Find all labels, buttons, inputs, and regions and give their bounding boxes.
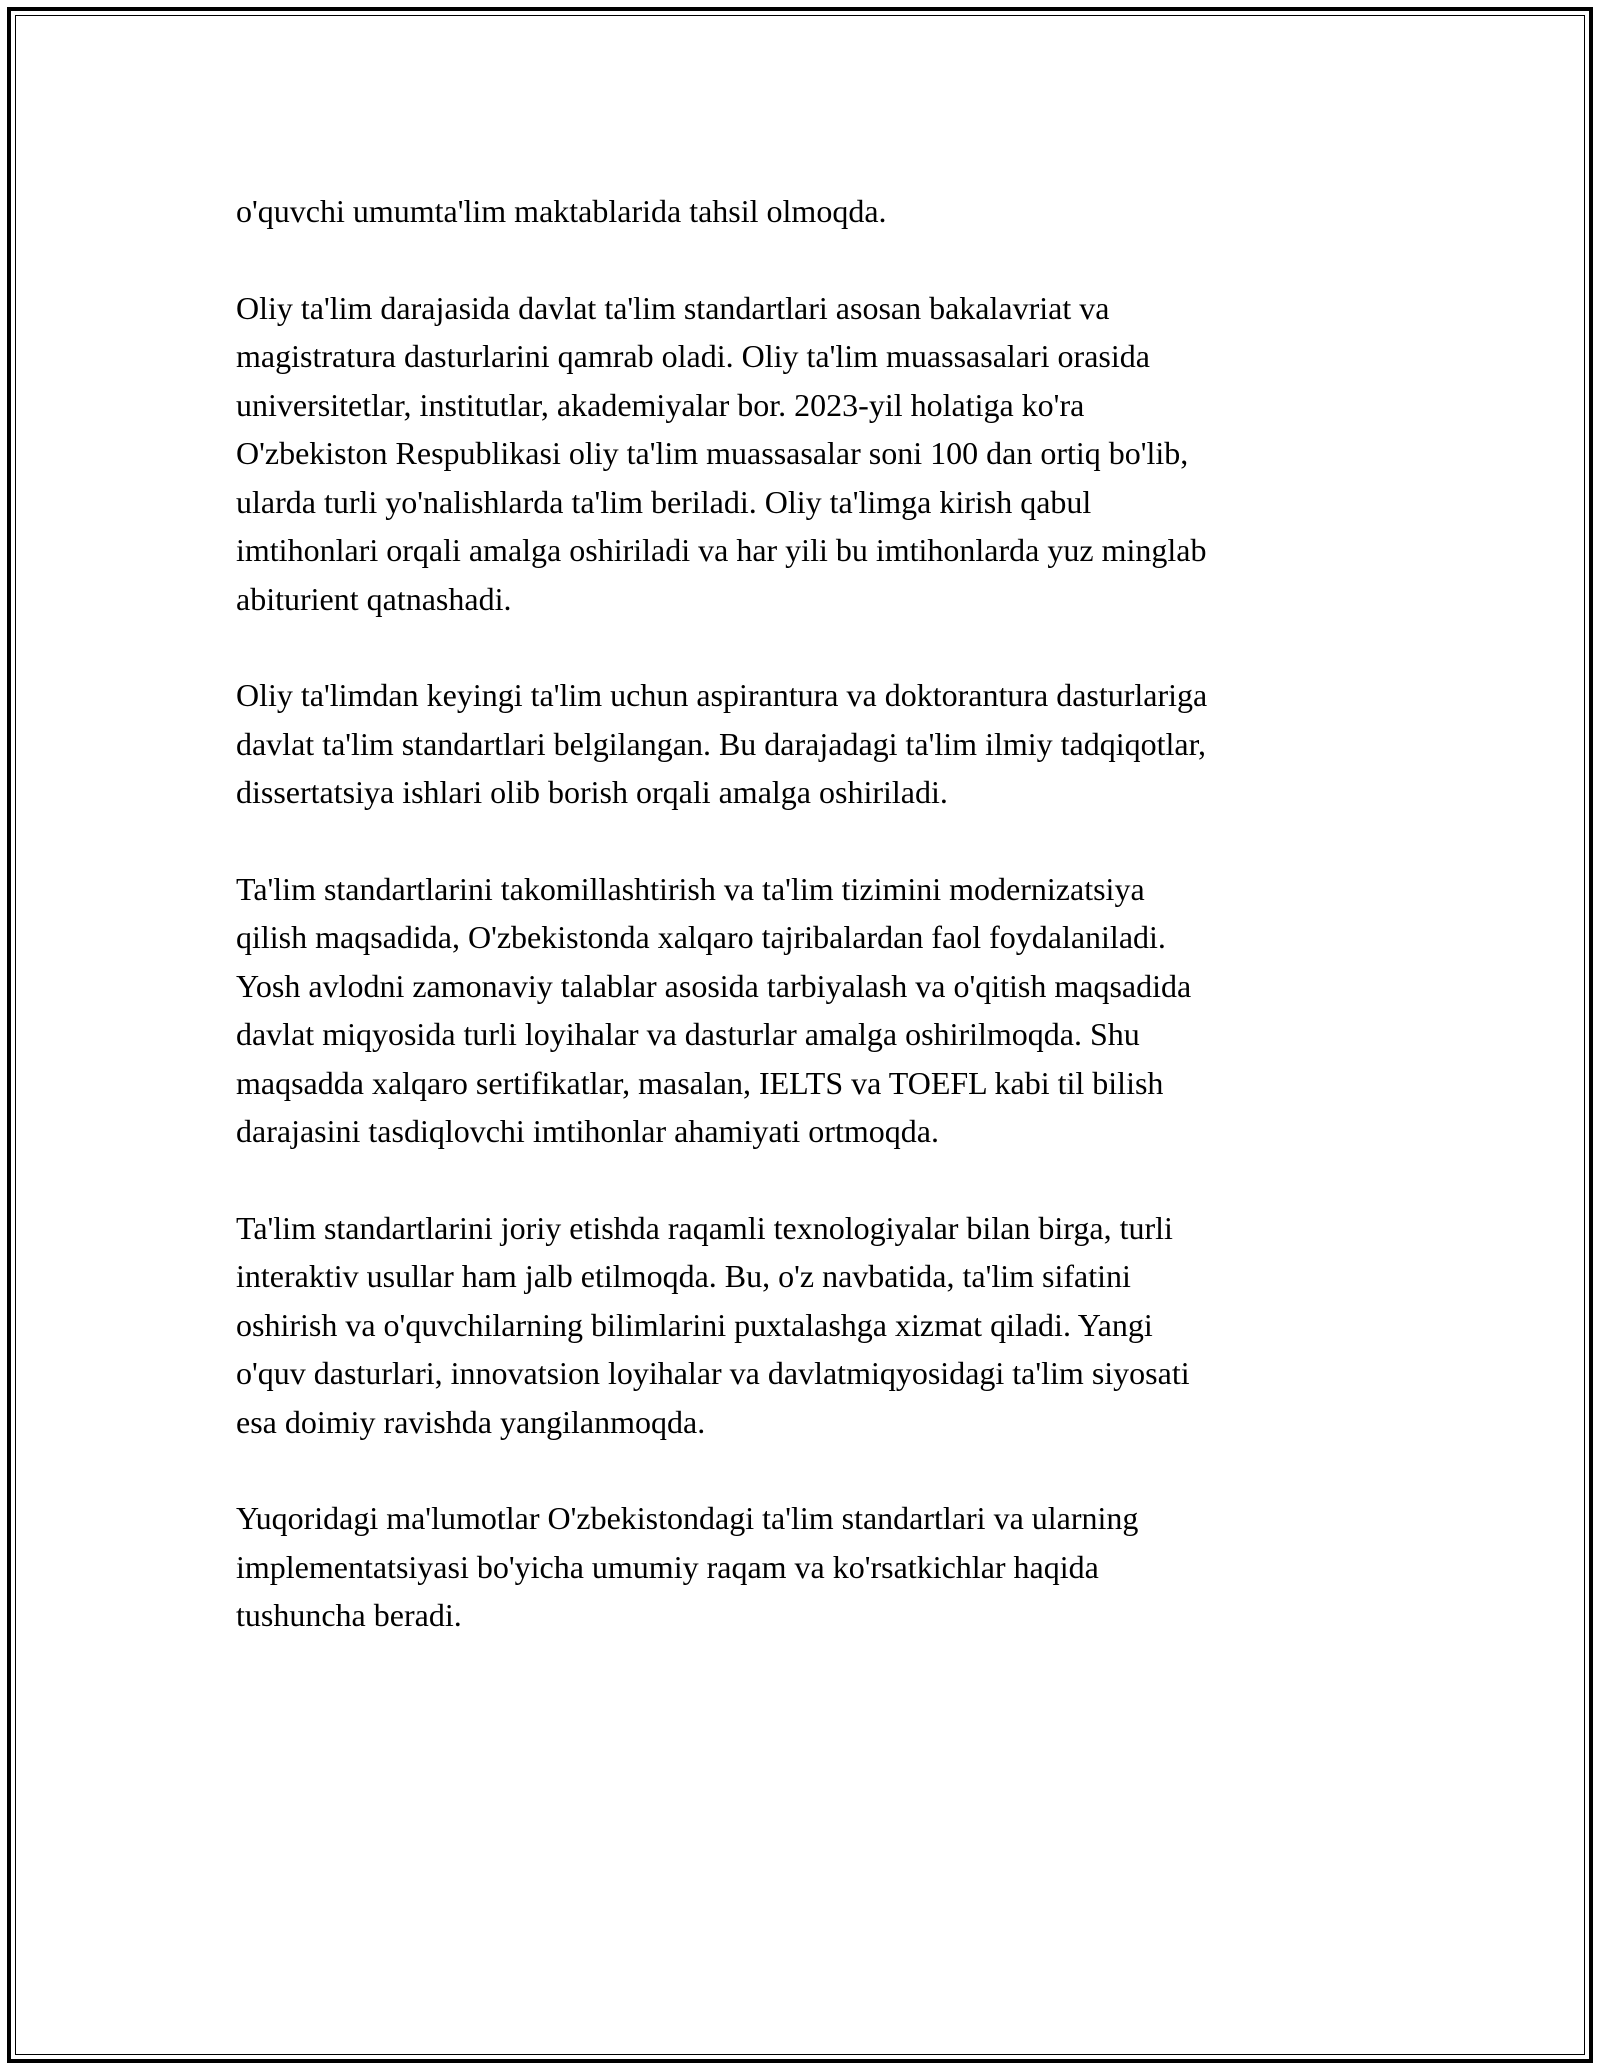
document-body <box>236 187 1364 1688</box>
paragraph-5: Ta'lim standartlarini joriy etishda raqamli texnologiyalar bilan birga, turli interaktiv usullar ham jalb etilmoqda. Bu, o'z navbatida, ta'lim sifatini oshirish va o'quvchilarning bilimlarini puxtalashga xizmat qiladi. Yangi o'quv dasturlari, innovatsion loyihalar va davlatmiqyosidagi ta'lim siyosati esa doimiy ravishda yangilanmoqda. <box>236 1209 1190 1440</box>
paragraph-4: Ta'lim standartlarini takomillashtirish va ta'lim tizimini modernizatsiya qilish maqsadida, O'zbekistonda xalqaro tajribalardan faol foydalaniladi. Yosh avlodni zamonaviy talablar asosida tarbiyalash va o'qitish maqsadida davlat miqyosida turli loyihalar va dasturlar amalga oshirilmoqda. Shu maqsadda xalqaro sertifikatlar, masalan, IELTS va TOEFL kabi til bilish darajasini tasdiqlovchi imtihonlar ahamiyati ortmoqda. <box>236 870 1192 1149</box>
paragraph-6: Yuqoridagi ma'lumotlar O'zbekistondagi ta'lim standartlari va ularning implementatsiyasi bo'yicha umumiy raqam va ko'rsatkichlar haqida tushuncha beradi. <box>236 1500 1139 1633</box>
paragraph-2: Oliy ta'lim darajasida davlat ta'lim standartlari asosan bakalavriat va magistratura dasturlarini qamrab oladi. Oliy ta'lim muassasalari orasida universitetlar, institutlar, akademiyalar bor. 2023-yil holatiga ko'ra O'zbekiston Respublikasi oliy ta'lim muassasalar soni 100 dan ortiq bo'lib, ularda turli yo'nalishlarda ta'lim beriladi. Oliy ta'limga kirish qabul imtihonlari orqali amalga oshiriladi va har yili bu imtihonlarda yuz minglab abiturient qatnashadi. <box>236 289 1207 617</box>
paragraph-3: Oliy ta'limdan keyingi ta'lim uchun aspirantura va doktorantura dasturlariga davlat ta'lim standartlari belgilangan. Bu darajadagi ta'lim ilmiy tadqiqotlar, dissertatsiya ishlari olib borish orqali amalga oshiriladi. <box>236 677 1208 810</box>
paragraph-1: o'quvchi umumta'lim maktablarida tahsil olmoqda. <box>236 193 887 229</box>
